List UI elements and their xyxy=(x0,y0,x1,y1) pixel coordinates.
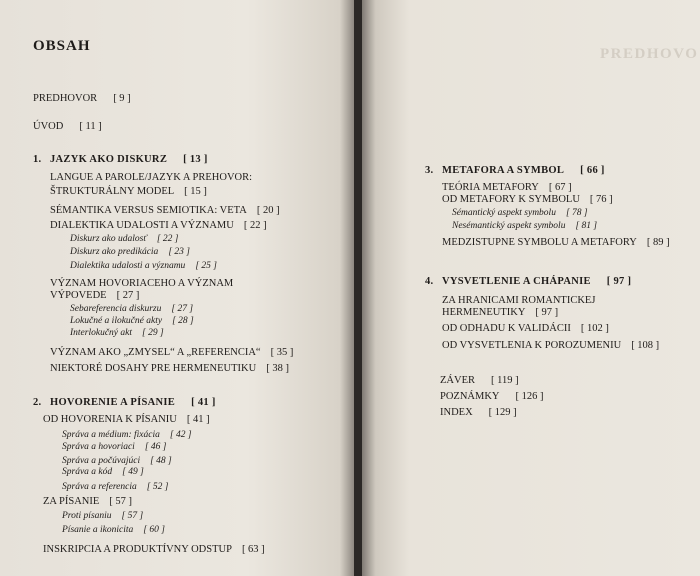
toc-entry-title: LANGUE A PAROLE/JAZYK A PREHOVOR: xyxy=(50,172,253,183)
toc-page-number: [ 11 ] xyxy=(79,121,102,132)
toc-entry xyxy=(43,413,210,427)
toc-entry xyxy=(70,232,178,246)
toc-entry xyxy=(440,374,519,388)
toc-entry-title: OD ODHADU K VALIDÁCII xyxy=(442,323,571,334)
toc-entry xyxy=(442,236,670,250)
toc-entry-title: HERMENEUTIKY xyxy=(442,307,526,318)
toc-page-number: [ 108 ] xyxy=(631,340,660,351)
toc-entry-title: Lokučné a ilokučné akty xyxy=(70,316,163,326)
toc-page-number: [ 13 ] xyxy=(183,154,208,165)
toc-page-number: [ 66 ] xyxy=(580,165,605,176)
toc-page-number: [ 28 ] xyxy=(172,316,194,326)
toc-entry xyxy=(50,346,293,360)
toc-entry xyxy=(50,362,289,376)
toc-entry-title: VÝZNAM AKO „ZMYSEL“ A „REFERENCIA“ xyxy=(50,347,261,358)
toc-entry xyxy=(62,440,166,454)
toc-entry xyxy=(452,219,597,233)
toc-entry-title: INDEX xyxy=(440,407,473,418)
toc-entry-title: ZÁVER xyxy=(440,375,475,386)
toc-entry xyxy=(33,120,102,134)
toc-entry-title: Sebareferencia diskurzu xyxy=(70,304,162,314)
toc-entry xyxy=(440,406,517,420)
toc-page-number: [ 81 ] xyxy=(575,221,598,231)
toc-entry xyxy=(50,185,207,199)
toc-entry xyxy=(43,543,265,557)
toc-page-number: [ 27 ] xyxy=(116,290,140,301)
chapter-number: 1. xyxy=(33,154,42,165)
toc-entry-title: ÚVOD xyxy=(33,121,64,132)
toc-entry-title: VÝPOVEDE xyxy=(50,290,107,301)
toc-page-number: [ 38 ] xyxy=(266,363,289,374)
toc-page-number: [ 60 ] xyxy=(143,525,165,535)
toc-entry-title: Správa a médium: fixácia xyxy=(62,430,160,440)
toc-page-number: [ 9 ] xyxy=(113,93,131,104)
toc-entry xyxy=(442,339,659,353)
toc-entry-title: HOVORENIE A PÍSANIE xyxy=(50,397,176,408)
toc-entry-title: VÝZNAM HOVORIACEHO A VÝZNAM xyxy=(50,278,234,289)
toc-entry-title: NIEKTORÉ DOSAHY PRE HERMENEUTIKU xyxy=(50,363,257,374)
toc-entry xyxy=(50,204,280,218)
toc-page-number: [ 129 ] xyxy=(488,407,517,418)
toc-page-number: [ 57 ] xyxy=(109,496,133,507)
toc-entry-title: ZA HRANICAMI ROMANTICKEJ xyxy=(442,295,596,306)
toc-entry-title: Interlokučný akt xyxy=(70,328,132,338)
toc-entry xyxy=(43,495,132,509)
toc-page-number: [ 42 ] xyxy=(169,430,192,440)
toc-entry-title: Správa a kód xyxy=(62,467,113,477)
toc-entry xyxy=(33,92,131,106)
toc-page-number: [ 97 ] xyxy=(535,307,559,318)
toc-entry xyxy=(62,480,168,494)
toc-entry-title: Písanie a ikonicita xyxy=(62,525,134,535)
toc-entry-title: ZA PÍSANIE xyxy=(43,496,100,507)
toc-entry-title: Správa a referencia xyxy=(62,482,137,492)
toc-page-number: [ 119 ] xyxy=(491,375,519,386)
toc-entry xyxy=(70,259,217,273)
toc-page-number: [ 20 ] xyxy=(256,205,280,216)
toc-entry xyxy=(50,171,252,185)
toc-page-number: [ 27 ] xyxy=(171,304,194,314)
toc-page-number: [ 41 ] xyxy=(191,397,216,408)
toc-entry-title: Diskurz ako udalosť xyxy=(70,234,147,244)
toc-entry-title: ŠTRUKTURÁLNY MODEL xyxy=(50,186,175,197)
toc-page-number: [ 29 ] xyxy=(142,328,164,338)
chapter-number: 3. xyxy=(425,165,434,176)
toc-entry-title: PREDHOVOR xyxy=(33,93,98,104)
toc-page-number: [ 52 ] xyxy=(146,482,169,492)
chapter-number: 2. xyxy=(33,397,42,408)
toc-entry xyxy=(33,153,208,167)
toc-entry-title: OD HOVORENIA K PÍSANIU xyxy=(43,414,177,425)
toc-page-number: [ 102 ] xyxy=(580,323,609,334)
toc-entry-title: POZNÁMKY xyxy=(440,391,500,402)
toc-page-number: [ 48 ] xyxy=(150,456,172,466)
toc-page-number: [ 78 ] xyxy=(565,208,588,218)
toc-entry xyxy=(70,326,164,340)
chapter-number: 4. xyxy=(425,276,434,287)
toc-page-number: [ 67 ] xyxy=(548,182,572,193)
toc-page-number: [ 15 ] xyxy=(184,186,207,197)
toc-page-number: [ 23 ] xyxy=(168,247,190,257)
toc-entry xyxy=(62,465,144,479)
toc-entry-title: Proti písaniu xyxy=(62,511,112,521)
toc-page-number: [ 35 ] xyxy=(270,347,294,358)
toc-entry-title: SÉMANTIKA VERSUS SEMIOTIKA: VETA xyxy=(50,205,247,216)
toc-page-number: [ 97 ] xyxy=(606,276,632,287)
toc-entry-title: DIALEKTIKA UDALOSTI A VÝZNAMU xyxy=(50,220,234,231)
toc-entry xyxy=(442,306,558,320)
toc-entry xyxy=(50,289,139,303)
toc-page-number: [ 41 ] xyxy=(186,414,210,425)
toc-entry-title: OD VYSVETLENIA K POROZUMENIU xyxy=(442,340,622,351)
toc-page-number: [ 76 ] xyxy=(589,194,613,205)
toc-entry-title: INSKRIPCIA A PRODUKTÍVNY ODSTUP xyxy=(43,544,232,555)
toc-title: OBSAH xyxy=(33,38,91,54)
toc-entry xyxy=(62,523,165,537)
right-page xyxy=(362,0,700,576)
toc-page-number: [ 126 ] xyxy=(515,391,544,402)
toc-entry xyxy=(70,245,190,259)
toc-page-number: [ 57 ] xyxy=(121,511,144,521)
toc-entry-title: VYSVETLENIE A CHÁPANIE xyxy=(442,276,591,287)
toc-page-number: [ 49 ] xyxy=(122,467,144,477)
toc-page-number: [ 22 ] xyxy=(156,234,179,244)
toc-entry xyxy=(442,193,613,207)
toc-entry-title: MEDZISTUPNE SYMBOLU A METAFORY xyxy=(442,237,637,248)
toc-page-number: [ 46 ] xyxy=(144,442,167,452)
toc-entry xyxy=(425,164,605,178)
toc-entry xyxy=(452,206,588,220)
toc-entry-title: Sémantický aspekt symbolu xyxy=(452,208,556,218)
book-gutter xyxy=(354,0,362,576)
toc-entry-title: METAFORA A SYMBOL xyxy=(442,165,565,176)
toc-entry-title: Diskurz ako predikácia xyxy=(70,247,159,257)
toc-entry-title: JAZYK AKO DISKURZ xyxy=(50,154,168,165)
toc-entry xyxy=(62,509,143,523)
toc-entry-title: Dialektika udalosti a významu xyxy=(70,261,186,271)
toc-entry xyxy=(440,390,544,404)
bleed-through-heading: PREDHOVO xyxy=(600,46,699,62)
toc-entry-title: TEÓRIA METAFORY xyxy=(442,182,539,193)
toc-page-number: [ 89 ] xyxy=(646,237,670,248)
toc-entry xyxy=(442,322,609,336)
toc-entry xyxy=(50,219,267,233)
toc-entry xyxy=(425,275,632,289)
toc-page-number: [ 63 ] xyxy=(241,544,265,555)
toc-page-number: [ 25 ] xyxy=(195,261,217,271)
toc-entry-title: Správa a hovoriaci xyxy=(62,442,135,452)
toc-entry-title: Správa a počúvajúci xyxy=(62,456,141,466)
toc-entry-title: OD METAFORY K SYMBOLU xyxy=(442,194,580,205)
toc-entry xyxy=(33,396,216,410)
toc-entry-title: Nesémantický aspekt symbolu xyxy=(452,221,566,231)
toc-page-number: [ 22 ] xyxy=(243,220,267,231)
